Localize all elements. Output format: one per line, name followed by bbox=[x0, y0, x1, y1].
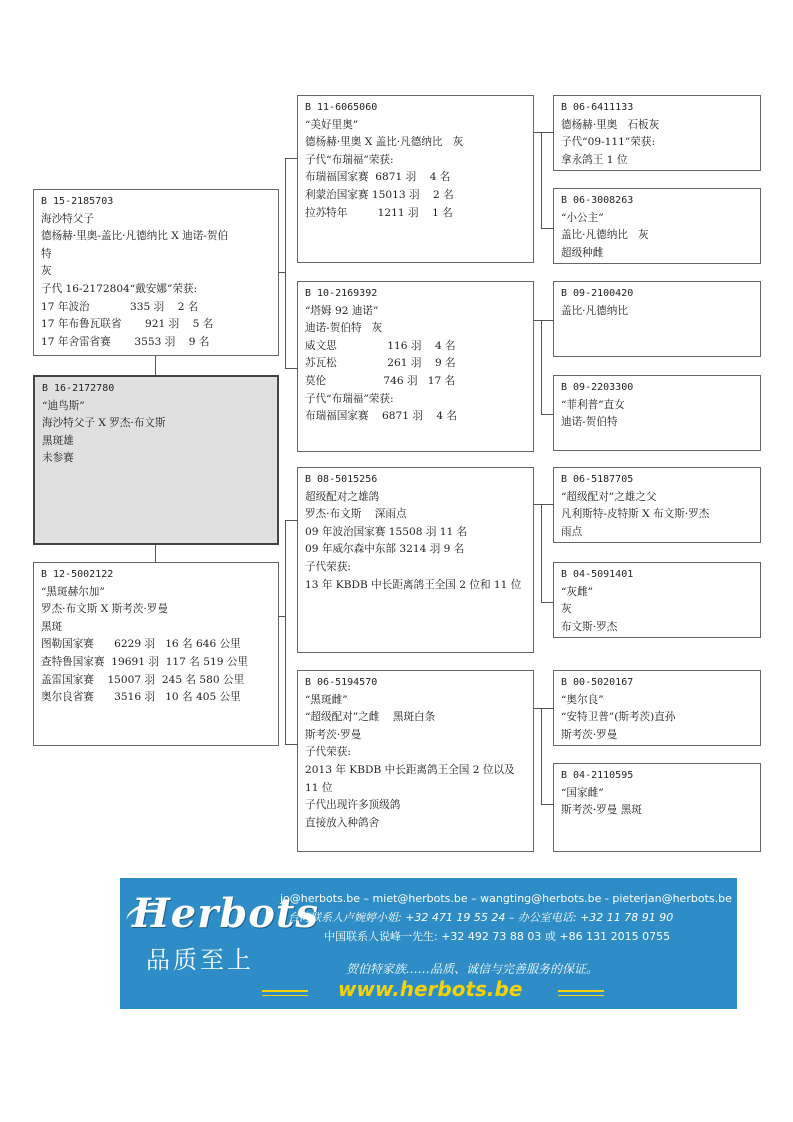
pedigree-line: “超级配对”之雌 黑斑白条 bbox=[305, 711, 436, 724]
connector bbox=[285, 520, 286, 744]
pedigree-line: 查特鲁国家赛 19691 羽 117 名 519 公里 bbox=[41, 655, 249, 668]
pedigree-line: 17 年波治 335 羽 2 名 bbox=[41, 300, 199, 313]
pedigree-line: 子代荣获: bbox=[305, 560, 351, 573]
pedigree-line: 超级种雌 bbox=[561, 246, 604, 259]
pedigree-box-sds bbox=[553, 281, 761, 357]
pedigree-line: 苏瓦松 261 羽 9 名 bbox=[305, 357, 456, 370]
pedigree-line: 德杨赫·里奥 石板灰 bbox=[561, 118, 660, 131]
ring-number: B 16-2172780 bbox=[42, 383, 115, 394]
pedigree-line: 黑斑 bbox=[41, 620, 63, 633]
pedigree-line: 盖比·凡德纳比 bbox=[561, 304, 628, 317]
decor-line bbox=[558, 990, 604, 992]
pedigree-line: 子代“布瑞福”荣获: bbox=[305, 153, 394, 166]
pedigree-line: 凡利斯特-皮特斯 X 布文斯·罗杰 bbox=[561, 508, 710, 521]
pedigree-line: 迪诺-贺伯特 bbox=[561, 416, 618, 429]
promise-text: 贺伯特家族……品质、诚信与完善服务的保证。 bbox=[346, 962, 599, 976]
slogan: 品质至上 bbox=[146, 946, 254, 974]
connector bbox=[541, 504, 542, 602]
pedigree-line: “美好里奥” bbox=[305, 118, 359, 131]
connector bbox=[541, 414, 553, 415]
ring-number: B 04-2110595 bbox=[561, 770, 634, 781]
connector bbox=[285, 744, 297, 745]
pedigree-line: 盖雷国家赛 15007 羽 245 名 580 公里 bbox=[41, 673, 245, 686]
pedigree-box-sire-sire bbox=[297, 95, 534, 263]
connector bbox=[278, 616, 285, 617]
pedigree-line: “小公主” bbox=[561, 211, 604, 224]
pedigree-box-dam bbox=[33, 562, 279, 746]
ring-number: B 09-2203300 bbox=[561, 382, 634, 393]
pedigree-line: 海沙特父子 X 罗杰·布文斯 bbox=[42, 417, 166, 430]
website-link[interactable]: www.herbots.be bbox=[338, 977, 523, 1001]
pedigree-line: 未参赛 bbox=[42, 452, 74, 465]
pedigree-line: 子代“布瑞福”荣获: bbox=[305, 392, 394, 405]
connector bbox=[541, 708, 542, 804]
pedigree-line: 斯考茨·罗曼 bbox=[305, 728, 362, 741]
pedigree-line: 罗杰·布文斯 X 斯考茨·罗曼 bbox=[41, 603, 168, 616]
pedigree-line: 09 年威尔森中东部 3214 羽 9 名 bbox=[305, 543, 465, 556]
pedigree-line: 海沙特父子 bbox=[41, 212, 94, 225]
pedigree-box-sire bbox=[33, 189, 279, 356]
ring-number: B 06-5187705 bbox=[561, 474, 634, 485]
ring-number: B 06-6411133 bbox=[561, 102, 634, 113]
connector bbox=[541, 804, 553, 805]
pedigree-line: “塔姆 92 迪诺” bbox=[305, 304, 379, 317]
pedigree-box-sire-dam bbox=[297, 281, 534, 452]
pedigree-line: 黑斑雄 bbox=[42, 434, 74, 447]
pedigree-line: 子代“09-111”荣获: bbox=[561, 136, 656, 149]
pedigree-line: “奥尔良” bbox=[561, 693, 604, 706]
pedigree-line: “超级配对”之雄之父 bbox=[561, 490, 657, 503]
connector bbox=[285, 368, 297, 369]
connector bbox=[278, 272, 285, 273]
pedigree-line: 威文思 116 羽 4 名 bbox=[305, 339, 456, 352]
connector bbox=[541, 708, 553, 709]
pedigree-line: 德杨赫·里奥-盖比·凡德纳比 X 迪诺-贺伯 bbox=[41, 230, 229, 243]
email-line: jo@herbots.be – miet@herbots.be – wangting@herbots.be - pieterjan@herbots.be bbox=[280, 892, 732, 905]
pedigree-line: “黑斑赫尔加” bbox=[41, 585, 105, 598]
ring-number: B 06-3008263 bbox=[561, 195, 634, 206]
taiwan-contact: 台湾联系人卢婉婷小姐: +32 471 19 55 24 – 办公室电话: +32 11 78 91 90 bbox=[288, 911, 674, 924]
pedigree-line: 灰 bbox=[561, 603, 572, 616]
connector bbox=[541, 504, 553, 505]
ring-number: B 08-5015256 bbox=[305, 474, 378, 485]
pedigree-line: 特 bbox=[41, 247, 52, 260]
pedigree-line: 雨点 bbox=[561, 525, 583, 538]
ring-number: B 11-6065060 bbox=[305, 102, 378, 113]
connector bbox=[285, 520, 297, 521]
pedigree-line: 11 位 bbox=[305, 781, 333, 794]
pedigree-line: 盖比·凡德纳比 灰 bbox=[561, 229, 649, 242]
pedigree-line: “黑斑雌” bbox=[305, 693, 348, 706]
pedigree-box-dsd bbox=[553, 562, 761, 638]
pedigree-line: 迪诺-贺伯特 灰 bbox=[305, 322, 383, 335]
connector bbox=[541, 132, 553, 133]
connector bbox=[285, 158, 286, 368]
pedigree-box-dam-dam bbox=[297, 670, 534, 852]
connector bbox=[541, 602, 553, 603]
pedigree-box-subject bbox=[33, 375, 279, 545]
connector bbox=[541, 228, 553, 229]
pedigree-line: 17 年舍雷省赛 3553 羽 9 名 bbox=[41, 335, 210, 348]
pedigree-line: 子代荣获: bbox=[305, 746, 351, 759]
pedigree-box-ddd bbox=[553, 763, 761, 852]
pedigree-line: 拉苏特年 1211 羽 1 名 bbox=[305, 206, 453, 219]
connector bbox=[155, 356, 156, 376]
pedigree-box-dds bbox=[553, 670, 761, 746]
pedigree-line: “迪鸟斯” bbox=[42, 399, 85, 412]
connector bbox=[533, 504, 541, 505]
pedigree-line: 奥尔良省赛 3516 羽 10 名 405 公里 bbox=[41, 691, 241, 704]
pedigree-line: “国家雌” bbox=[561, 786, 604, 799]
decor-line bbox=[558, 995, 604, 996]
connector bbox=[533, 708, 541, 709]
ring-number: B 04-5091401 bbox=[561, 569, 634, 580]
ring-number: B 10-2169392 bbox=[305, 288, 378, 299]
brand-logo: Herbots bbox=[132, 890, 319, 937]
pedigree-line: 拿永鸽王 1 位 bbox=[561, 153, 628, 166]
pedigree-line: “安特卫普”(斯考茨)直孙 bbox=[561, 711, 676, 724]
herbots-banner bbox=[120, 878, 737, 1009]
ring-number: B 12-5002122 bbox=[41, 569, 114, 580]
decor-line bbox=[262, 990, 308, 992]
connector bbox=[541, 320, 542, 414]
pedigree-line: 子代出现许多顶级鸽 bbox=[305, 799, 401, 812]
decor-line bbox=[262, 995, 308, 996]
pedigree-box-sdd bbox=[553, 375, 761, 451]
pedigree-line: 子代 16-2172804“戴安娜”荣获: bbox=[41, 282, 198, 295]
connector bbox=[155, 544, 156, 562]
pedigree-line: 利蒙治国家赛 15013 羽 2 名 bbox=[305, 188, 454, 201]
connector bbox=[541, 320, 553, 321]
pedigree-line: 13 年 KBDB 中长距离鸽王全国 2 位和 11 位 bbox=[305, 578, 522, 591]
pedigree-line: 超级配对之雄鸽 bbox=[305, 490, 380, 503]
pedigree-line: 斯考茨·罗曼 bbox=[561, 728, 618, 741]
ring-number: B 09-2100420 bbox=[561, 288, 634, 299]
pedigree-line: 斯考茨·罗曼 黑斑 bbox=[561, 804, 642, 817]
pedigree-line: 罗杰·布文斯 深雨点 bbox=[305, 508, 407, 521]
ring-number: B 00-5020167 bbox=[561, 677, 634, 688]
pedigree-box-dss bbox=[553, 467, 761, 543]
pedigree-line: 布瑞福国家赛 6871 羽 4 名 bbox=[305, 410, 458, 423]
pedigree-box-ssd bbox=[553, 188, 761, 264]
ring-number: B 06-5194570 bbox=[305, 677, 378, 688]
pedigree-line: 2013 年 KBDB 中长距离鸽王全国 2 位以及 bbox=[305, 763, 515, 776]
pedigree-line: 莫伦 746 羽 17 名 bbox=[305, 374, 456, 387]
pedigree-box-dam-sire bbox=[297, 467, 534, 653]
pedigree-line: 布文斯·罗杰 bbox=[561, 620, 618, 633]
pedigree-line: 17 年布鲁瓦联省 921 羽 5 名 bbox=[41, 318, 214, 331]
pedigree-line: 灰 bbox=[41, 265, 52, 278]
connector bbox=[533, 132, 541, 133]
china-contact: 中国联系人说峰一先生: +32 492 73 88 03 或 +86 131 2015 0755 bbox=[324, 930, 671, 943]
pedigree-line: 图勒国家赛 6229 羽 16 名 646 公里 bbox=[41, 638, 241, 651]
pedigree-line: 直接放入种鸽舍 bbox=[305, 816, 380, 829]
pedigree-line: 09 年波治国家赛 15508 羽 11 名 bbox=[305, 525, 468, 538]
connector bbox=[285, 158, 297, 159]
ring-number: B 15-2185703 bbox=[41, 196, 114, 207]
connector bbox=[541, 132, 542, 228]
pedigree-box-sss bbox=[553, 95, 761, 171]
pedigree-line: 布瑞福国家赛 6871 羽 4 名 bbox=[305, 171, 451, 184]
pedigree-line: “菲利普”直女 bbox=[561, 398, 625, 411]
pedigree-line: 德杨赫·里奥 X 盖比·凡德纳比 灰 bbox=[305, 136, 464, 149]
pedigree-line: “灰雌” bbox=[561, 585, 594, 598]
connector bbox=[533, 320, 541, 321]
